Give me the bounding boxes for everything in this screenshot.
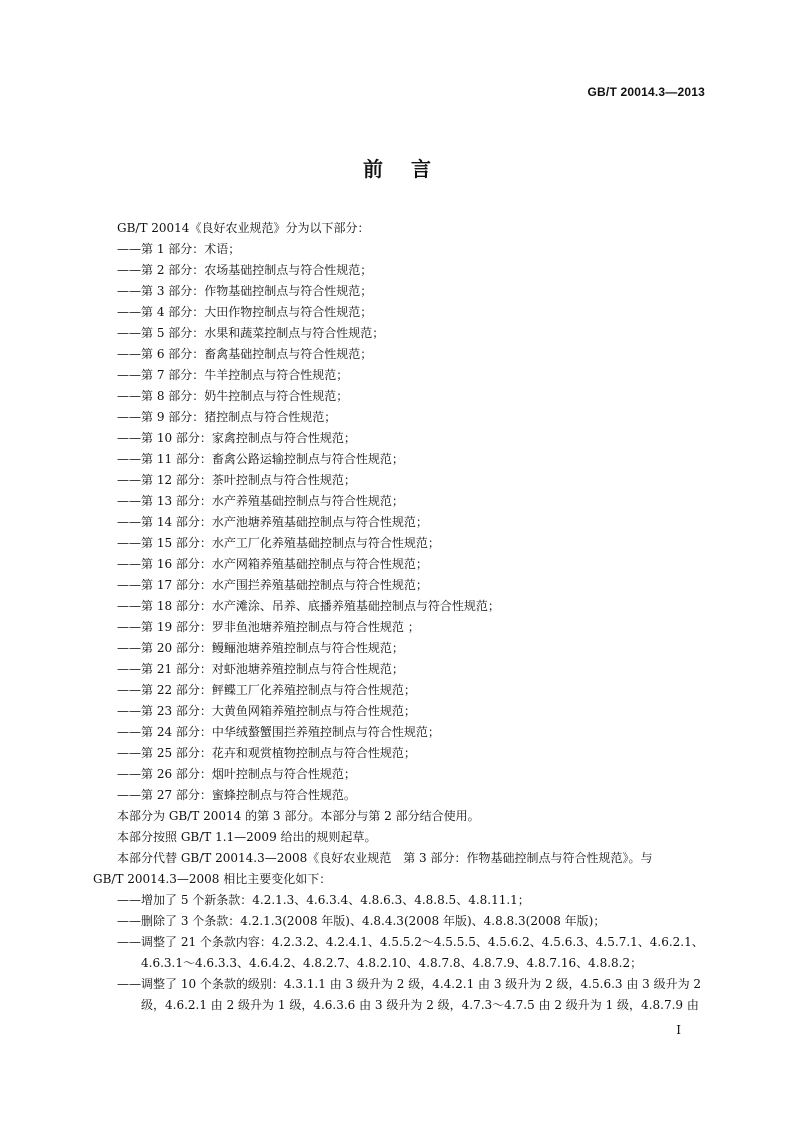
list-item: ——第 22 部分：鲆鲽工厂化养殖控制点与符合性规范； bbox=[117, 683, 416, 697]
list-item: ——调整了 21 个条款内容：4.2.3.2、4.2.4.1、4.5.5.2～4.5.5.5、4.5.6.2、4.5.6.3、4.5.7.1、4.6.2.1、4.6.3.1～4.6.3.3、4.6.4.2、4.8.2.7、4.8.2.10、4.8.7.8、4.8.7.9、4.8.7.16、4.8.8.2； bbox=[117, 935, 704, 970]
list-item: ——第 15 部分：水产工厂化养殖基础控制点与符合性规范； bbox=[117, 536, 440, 550]
replaces-paragraph-line-2: GB/T 20014.3—2008 相比主要变化如下： bbox=[93, 872, 332, 886]
list-item: ——第 7 部分：牛羊控制点与符合性规范； bbox=[117, 368, 349, 382]
list-item: ——第 18 部分：水产滩涂、吊养、底播养殖基础控制点与符合性规范； bbox=[117, 599, 500, 613]
page-header: GB/T 20014.3—2013 bbox=[587, 85, 705, 99]
list-item: ——第 2 部分：农场基础控制点与符合性规范； bbox=[117, 263, 373, 277]
list-item: ——删除了 3 个条款：4.2.1.3(2008 年版)、4.8.4.3(2008 年版)、4.8.8.3(2008 年版)； bbox=[117, 914, 606, 928]
list-item: ——第 20 部分：鳗鲡池塘养殖控制点与符合性规范； bbox=[117, 641, 404, 655]
list-item: ——第 19 部分：罗非鱼池塘养殖控制点与符合性规范 ； bbox=[117, 620, 420, 634]
list-item: ——第 1 部分：术语； bbox=[117, 242, 241, 256]
list-item: ——第 27 部分：蜜蜂控制点与符合性规范。 bbox=[117, 788, 356, 802]
replaces-paragraph-line-1: 本部分代替 GB/T 20014.3—2008《良好农业规范 第 3 部分：作物基础控制点与符合性规范》。与 bbox=[117, 851, 653, 865]
list-item: ——第 11 部分：畜禽公路运输控制点与符合性规范； bbox=[117, 452, 404, 466]
list-item: ——第 16 部分：水产网箱养殖基础控制点与符合性规范； bbox=[117, 557, 428, 571]
list-item: ——第 12 部分：茶叶控制点与符合性规范； bbox=[117, 473, 356, 487]
list-item: ——第 5 部分：水果和蔬菜控制点与符合性规范； bbox=[117, 326, 385, 340]
list-item: ——第 9 部分：猪控制点与符合性规范； bbox=[117, 410, 337, 424]
list-item: ——第 17 部分：水产围拦养殖基础控制点与符合性规范； bbox=[117, 578, 428, 592]
list-item: ——第 23 部分：大黄鱼网箱养殖控制点与符合性规范； bbox=[117, 704, 416, 718]
changes-list bbox=[93, 890, 707, 1016]
page-title: 前言 bbox=[363, 157, 459, 181]
list-item: ——第 21 部分：对虾池塘养殖控制点与符合性规范； bbox=[117, 662, 404, 676]
list-item: ——第 25 部分：花卉和观赏植物控制点与符合性规范； bbox=[117, 746, 416, 760]
drafting-paragraph: 本部分按照 GB/T 1.1—2009 给出的规则起草。 bbox=[117, 830, 377, 844]
list-item: ——第 6 部分：畜禽基础控制点与符合性规范； bbox=[117, 347, 373, 361]
page-number: I bbox=[676, 1023, 681, 1037]
list-item: ——第 26 部分：烟叶控制点与符合性规范； bbox=[117, 767, 356, 781]
usage-paragraph: 本部分为 GB/T 20014 的第 3 部分。本部分与第 2 部分结合使用。 bbox=[117, 809, 480, 823]
list-item: ——第 3 部分：作物基础控制点与符合性规范； bbox=[117, 284, 373, 298]
parts-list bbox=[93, 239, 707, 806]
list-item: ——第 14 部分：水产池塘养殖基础控制点与符合性规范； bbox=[117, 515, 428, 529]
list-item: ——第 8 部分：奶牛控制点与符合性规范； bbox=[117, 389, 349, 403]
list-item: ——调整了 10 个条款的级别：4.3.1.1 由 3 级升为 2 级，4.4.2.1 由 3 级升为 2 级，4.5.6.3 由 3 级升为 2 级，4.6.2.1 由 2 级升为 1 级，4.6.3.6 由 3 级升为 2 级，4.7.3～4.7.5 由 2 级升为 1 级，4.8.7.9 由 bbox=[117, 977, 702, 1012]
document-body bbox=[93, 218, 707, 1016]
list-item: ——第 10 部分：家禽控制点与符合性规范； bbox=[117, 431, 356, 445]
intro-paragraph: GB/T 20014《良好农业规范》分为以下部分： bbox=[117, 221, 370, 235]
list-item: ——增加了 5 个新条款：4.2.1.3、4.6.3.4、4.8.6.3、4.8.8.5、4.8.11.1； bbox=[117, 893, 530, 907]
list-item: ——第 24 部分：中华绒螯蟹围拦养殖控制点与符合性规范； bbox=[117, 725, 440, 739]
list-item: ——第 4 部分：大田作物控制点与符合性规范； bbox=[117, 305, 373, 319]
list-item: ——第 13 部分：水产养殖基础控制点与符合性规范； bbox=[117, 494, 404, 508]
